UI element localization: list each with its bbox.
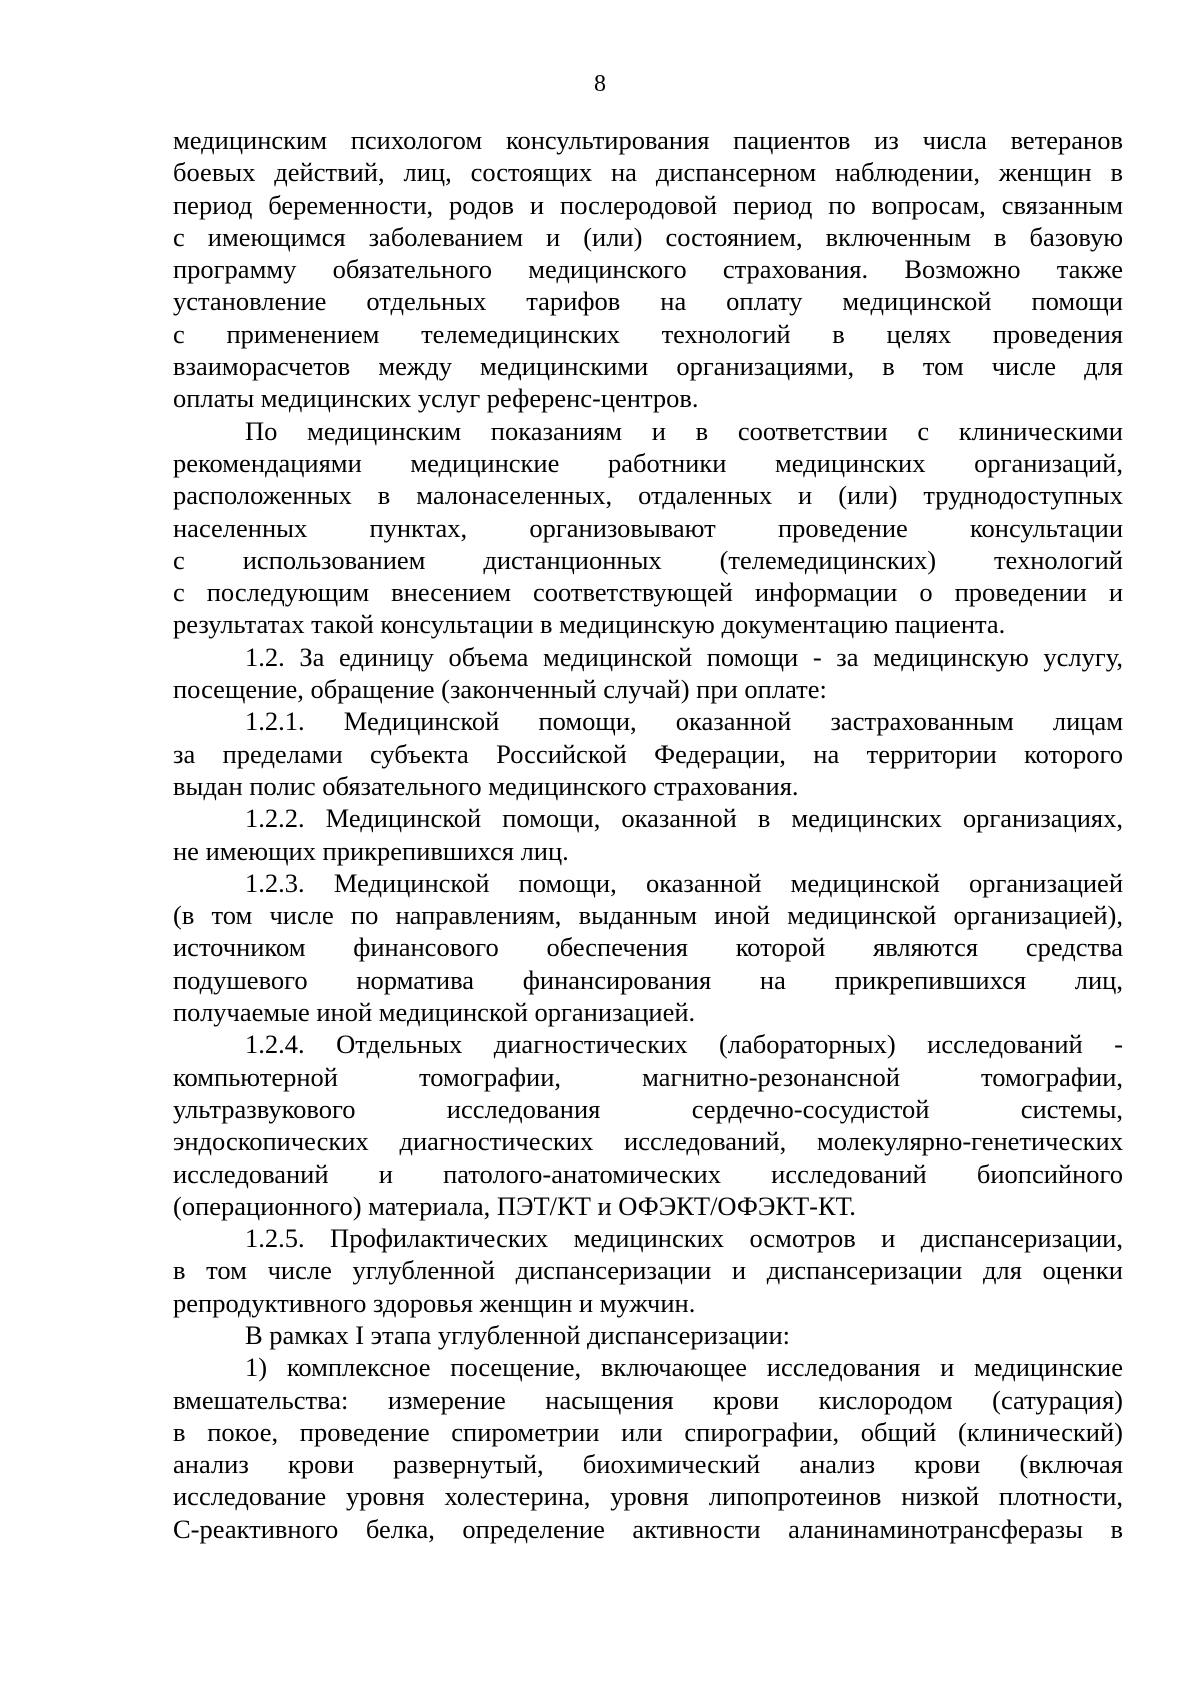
- text-line: боевых действий, лиц, состоящих на диспансерном наблюдении, женщин в: [173, 157, 1123, 188]
- text-line: программу обязательного медицинского страхования. Возможно также: [173, 254, 1123, 285]
- text-line: с использованием дистанционных (телемедицинских) технологий: [173, 544, 1123, 575]
- text-line: анализ крови развернутый, биохимический анализ крови (включая: [173, 1449, 1123, 1480]
- text-line: с последующим внесением соответствующей информации о проведении и: [173, 577, 1123, 608]
- text-line: компьютерной томографии, магнитно-резонансной томографии,: [173, 1061, 1123, 1092]
- text-line: эндоскопических диагностических исследований, молекулярно-генетических: [173, 1126, 1123, 1157]
- text-line: посещение, обращение (законченный случай) при оплате:: [173, 674, 827, 705]
- text-line: с применением телемедицинских технологий в целях проведения: [173, 318, 1123, 349]
- text-line: 1) комплексное посещение, включающее исследования и медицинские: [245, 1352, 1123, 1383]
- text-line: с имеющимся заболеванием и (или) состоянием, включенным в базовую: [173, 221, 1123, 252]
- text-line: ультразвукового исследования сердечно-сосудистой системы,: [173, 1093, 1123, 1124]
- text-line: В рамках I этапа углубленной диспансеризации:: [245, 1319, 790, 1350]
- text-line: 1.2.3. Медицинской помощи, оказанной медицинской организацией: [245, 867, 1123, 898]
- text-line: 1.2. За единицу объема медицинской помощи - за медицинскую услугу,: [245, 641, 1123, 672]
- text-line: (операционного) материала, ПЭТ/КТ и ОФЭКТ/ОФЭКТ-КТ.: [173, 1190, 856, 1221]
- text-line: исследований и патолого-анатомических исследований биопсийного: [173, 1158, 1123, 1189]
- text-line: населенных пунктах, организовывают проведение консультации: [173, 512, 1123, 543]
- text-line: источником финансового обеспечения которой являются средства: [173, 932, 1123, 963]
- text-line: установление отдельных тарифов на оплату медицинской помощи: [173, 286, 1123, 317]
- text-line: 1.2.1. Медицинской помощи, оказанной застрахованным лицам: [245, 706, 1123, 737]
- text-line: взаиморасчетов между медицинскими организациями, в том числе для: [173, 351, 1123, 382]
- text-line: оплаты медицинских услуг референс-центров.: [173, 383, 699, 414]
- text-line: в том числе углубленной диспансеризации и диспансеризации для оценки: [173, 1255, 1123, 1286]
- text-line: рекомендациями медицинские работники медицинских организаций,: [173, 447, 1123, 478]
- text-line: получаемые иной медицинской организацией.: [173, 997, 696, 1028]
- page-number: 8: [594, 71, 606, 97]
- text-line: 1.2.4. Отдельных диагностических (лабораторных) исследований -: [245, 1029, 1123, 1060]
- text-line: не имеющих прикрепившихся лиц.: [173, 835, 569, 866]
- text-line: 1.2.2. Медицинской помощи, оказанной в медицинских организациях,: [245, 803, 1123, 834]
- text-line: выдан полис обязательного медицинского страхования.: [173, 770, 799, 801]
- text-line: (в том числе по направлениям, выданным иной медицинской организацией),: [173, 900, 1123, 931]
- text-line: в покое, проведение спирометрии или спирографии, общий (клинический): [173, 1416, 1123, 1447]
- document-body: [173, 124, 1123, 1545]
- text-line: вмешательства: измерение насыщения крови кислородом (сатурация): [173, 1384, 1123, 1415]
- text-line: период беременности, родов и послеродовой период по вопросам, связанным: [173, 189, 1123, 220]
- text-line: расположенных в малонаселенных, отдаленных и (или) труднодоступных: [173, 480, 1123, 511]
- text-line: репродуктивного здоровья женщин и мужчин.: [173, 1287, 696, 1318]
- text-line: подушевого норматива финансирования на прикрепившихся лиц,: [173, 964, 1123, 995]
- text-line: По медицинским показаниям и в соответствии с клиническими: [245, 415, 1123, 446]
- text-line: результатах такой консультации в медицинскую документацию пациента.: [173, 609, 1006, 640]
- text-line: медицинским психологом консультирования пациентов из числа ветеранов: [173, 125, 1123, 155]
- text-line: исследование уровня холестерина, уровня липопротеинов низкой плотности,: [173, 1481, 1123, 1512]
- text-line: за пределами субъекта Российской Федерации, на территории которого: [173, 738, 1123, 769]
- text-line: 1.2.5. Профилактических медицинских осмотров и диспансеризации,: [245, 1223, 1123, 1254]
- text-line: С-реактивного белка, определение активности аланинаминотрансферазы в: [173, 1513, 1123, 1544]
